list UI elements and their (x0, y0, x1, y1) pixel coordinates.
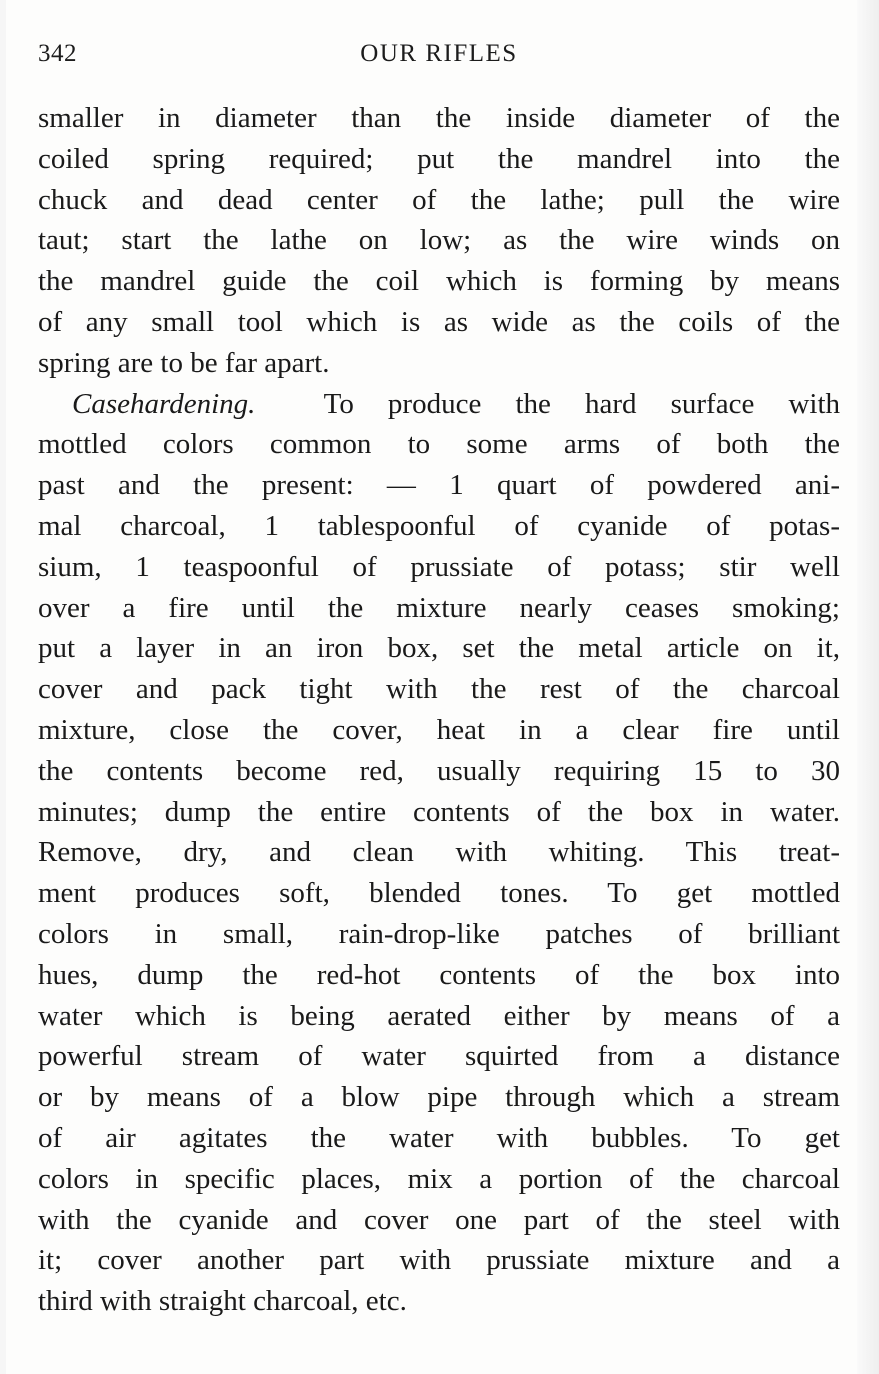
text-line: third with straight charcoal, etc. (38, 1285, 407, 1318)
text-line: colors in specific places, mix a portion of the charcoal (38, 1162, 840, 1195)
text-line: mal charcoal, 1 tablespoonful of cyanide of potas- (38, 509, 840, 542)
running-head (38, 40, 840, 76)
text-line: the mandrel guide the coil which is forming by means (38, 265, 840, 298)
text-line: of any small tool which is as wide as the coils of the (38, 305, 840, 338)
page-right-edge (857, 0, 879, 1374)
text-line: the contents become red, usually requiring 15 to 30 (38, 754, 840, 787)
text-line: mixture, close the cover, heat in a clear fire until (38, 713, 840, 746)
text-line: powerful stream of water squirted from a distance (38, 1040, 840, 1073)
page-number: 342 (38, 40, 77, 67)
text-line: coiled spring required; put the mandrel into the (38, 142, 840, 175)
text-line: taut; start the lathe on low; as the wire winds on (38, 224, 840, 257)
text-line: it; cover another part with prussiate mixture and a (38, 1244, 840, 1277)
page-left-edge (0, 0, 6, 1374)
text-line: Remove, dry, and clean with whiting. This treat- (38, 836, 840, 869)
text-line: with the cyanide and cover one part of the steel with (38, 1203, 840, 1236)
text-line: ment produces soft, blended tones. To get mottled (38, 877, 840, 910)
text-line: sium, 1 teaspoonful of prussiate of potass; stir well (38, 550, 840, 583)
text-line: smaller in diameter than the inside diameter of the (38, 102, 840, 134)
text-line: chuck and dead center of the lathe; pull the wire (38, 183, 840, 216)
text-line: over a fire until the mixture nearly ceases smoking; (38, 591, 840, 624)
text-line: or by means of a blow pipe through which a stream (38, 1081, 840, 1114)
text-line: put a layer in an iron box, set the metal article on it, (38, 632, 840, 665)
body-text (38, 98, 840, 1322)
text-line: minutes; dump the entire contents of the box in water. (38, 795, 840, 828)
paragraph-mandrel (38, 98, 840, 384)
text-line: colors in small, rain-drop-like patches of brilliant (38, 917, 840, 950)
text-line: spring are to be far apart. (38, 346, 330, 379)
text-span: To produce the hard surface with (323, 387, 841, 420)
running-title: OUR RIFLES (360, 40, 518, 67)
paragraph-casehardening (38, 384, 840, 1322)
text-line: mottled colors common to some arms of both the (38, 428, 840, 461)
text-line-first (38, 384, 840, 425)
text-line: past and the present: — 1 quart of powdered ani- (38, 469, 840, 502)
text-line: water which is being aerated either by means of a (38, 999, 840, 1032)
text-line: cover and pack tight with the rest of the charcoal (38, 673, 840, 706)
text-line: of air agitates the water with bubbles. To get (38, 1121, 840, 1154)
section-heading: Casehardening. (72, 387, 256, 420)
text-line: hues, dump the red-hot contents of the box into (38, 958, 840, 991)
